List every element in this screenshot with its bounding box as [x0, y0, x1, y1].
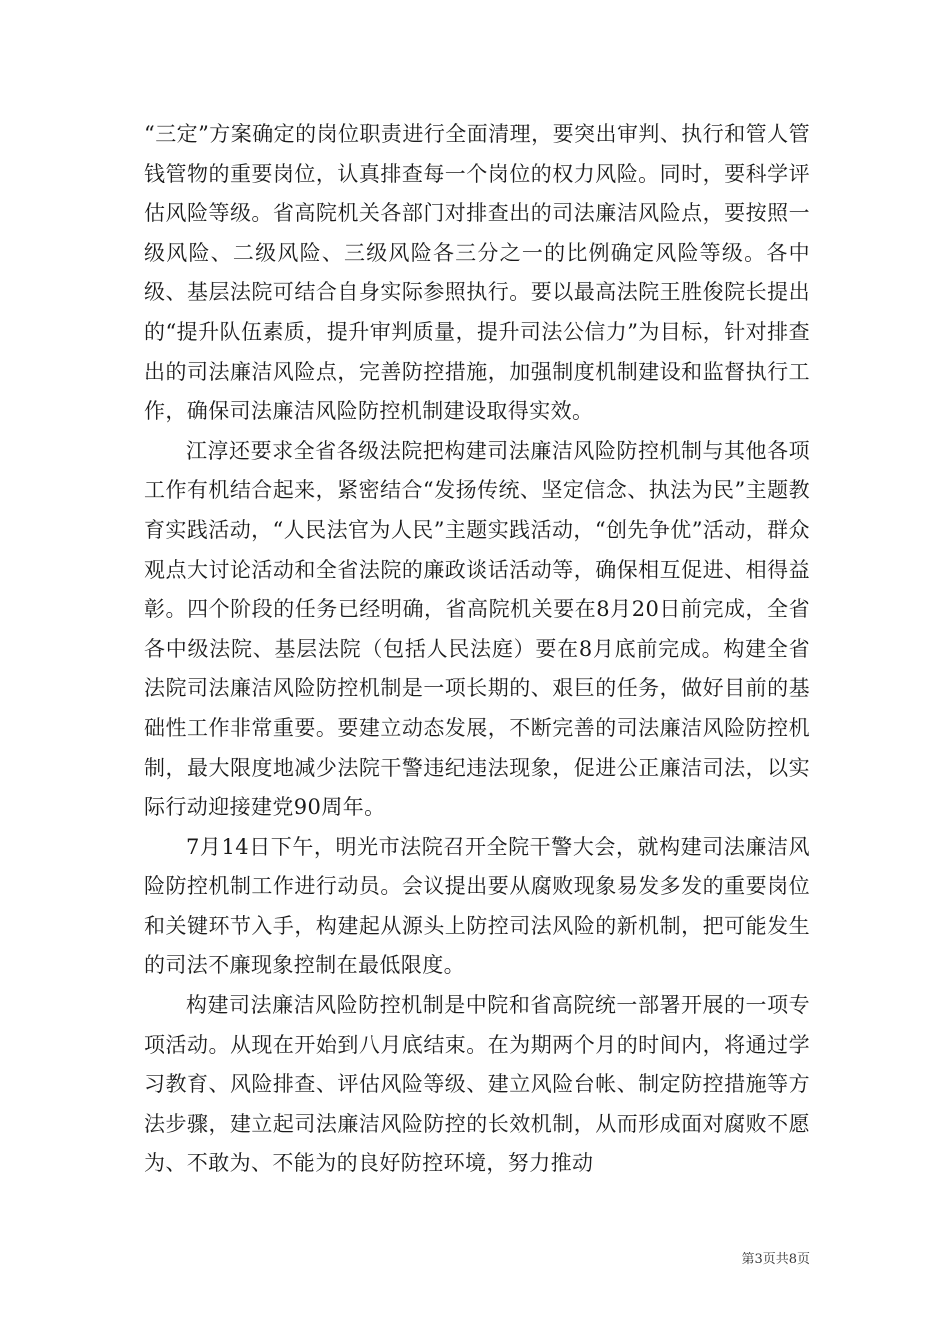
- paragraph-1: “三定”方案确定的岗位职责进行全面清理，要突出审判、执行和管人管钱管物的重要岗位，认真排查每一个岗位的权力风险。同时，要科学评估风险等级。省高院机关各部门对排查出的司法廉洁风险点，要按照一级风险、二级风险、三级风险各三分之一的比例确定风险等级。各中级、基层法院可结合自身实际参照执行。要以最高法院王胜俊院长提出的“提升队伍素质，提升审判质量，提升司法公信力”为目标，针对排查出的司法廉洁风险点，完善防控措施，加强制度机制建设和监督执行工作，确保司法廉洁风险防控机制建设取得实效。: [144, 122, 810, 424]
- page-number: 第3页共8页: [741, 1252, 810, 1267]
- paragraph-3: 7月14日下午，明光市法院召开全院干警大会，就构建司法廉洁风险防控机制工作进行动员。会议提出要从腐败现象易发多发的重要岗位和关键环节入手，构建起从源头上防控司法风险的新机制，把可能发生的司法不廉现象控制在最低限度。: [144, 834, 810, 978]
- document-body: [144, 115, 810, 1184]
- paragraph-2: 江淳还要求全省各级法院把构建司法廉洁风险防控机制与其他各项工作有机结合起来，紧密结合“发扬传统、坚定信念、执法为民”主题教育实践活动，“人民法官为人民”主题实践活动，“创先争优”活动，群众观点大讨论活动和全省法院的廉政谈话活动等，确保相互促进、相得益彰。四个阶段的任务已经明确，省高院机关要在8月20日前完成，全省各中级法院、基层法院（包括人民法庭）要在8月底前完成。构建全省法院司法廉洁风险防控机制是一项长期的、艰巨的任务，做好目前的基础性工作非常重要。要建立动态发展，不断完善的司法廉洁风险防控机制，最大限度地减少法院干警违纪违法现象，促进公正廉洁司法，以实际行动迎接建党90周年。: [144, 438, 810, 820]
- paragraph-4: 构建司法廉洁风险防控机制是中院和省高院统一部署开展的一项专项活动。从现在开始到八月底结束。在为期两个月的时间内，将通过学习教育、风险排查、评估风险等级、建立风险台帐、制定防控措施等方法步骤，建立起司法廉洁风险防控的长效机制，从而形成面对腐败不愿为、不敢为、不能为的良好防控环境，努力推动: [144, 993, 810, 1176]
